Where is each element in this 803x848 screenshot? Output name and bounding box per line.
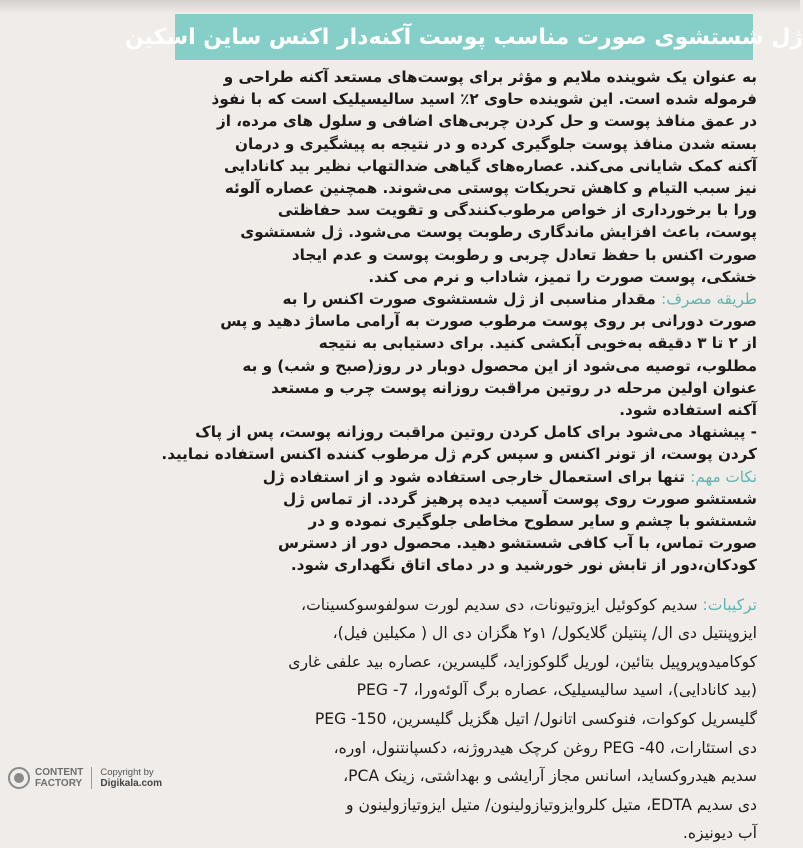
content-factory-wordmark	[35, 767, 83, 789]
section-gap	[163, 577, 757, 591]
ingredients-line: سدیم هیدروکساید، اسانس مجاز آرایشی و بهداشتی، زینک PCA،	[343, 767, 757, 786]
brand-line-2: FACTORY	[35, 778, 83, 789]
usage-line: از ۲ تا ۳ دقیقه به‌خوبی آبکشی کنید. برای دستیابی به نتیجه	[318, 334, 757, 353]
notes-label: نکات مهم:	[690, 467, 757, 486]
description-line: فرموله شده است. این شوینده حاوی ۲٪ اسید سالیسیلیک است که با نفوذ	[211, 90, 757, 109]
description-line: پوست، باعث افزایش ماندگاری رطوبت پوست می‌شود. ژل شستشوی	[240, 223, 757, 242]
usage-line: صورت دورانی بر روی پوست مرطوب صورت به آرامی ماساژ دهید و پس	[220, 312, 757, 331]
usage-line: کردن پوست، از تونر اکنس و سپس کرم ژل مرطوب کننده اکنس استفاده نمایید.	[161, 445, 757, 464]
watermark-footer	[8, 762, 208, 794]
description-line: نیز سبب التیام و کاهش تحریکات پوستی می‌شوند. همچنین عصاره آلوئه	[224, 179, 757, 198]
usage-label: طریقه مصرف:	[661, 290, 757, 309]
description-line: ورا با برخورداری از خواص مرطوب‌کنندگی و تقویت سد حفاظتی	[277, 201, 757, 220]
usage-line	[163, 288, 757, 310]
document-body	[161, 66, 757, 843]
brand-line-1: CONTENT	[35, 767, 84, 778]
copyright-label: Copyright by	[100, 767, 154, 778]
ingredients-line: (بید کانادایی)، اسید سالیسیلیک، عصاره برگ آلوئه‌ورا، PEG -7	[356, 681, 757, 700]
ingredients-label: ترکیبات:	[702, 595, 757, 614]
description-line: در عمق منافذ پوست و حل کردن چربی‌های اضافی و سلول های مرده، از	[216, 112, 757, 131]
top-edge-shadow	[0, 0, 800, 14]
notes-line: صورت تماس، با آب کافی شستشو دهید. محصول دور از دسترس	[277, 534, 757, 553]
copyright-notice	[100, 767, 162, 789]
usage-line: - پیشنهاد می‌شود برای کامل کردن روتین مراقبت روزانه پوست، پس از پاک	[195, 423, 757, 442]
notes-line: شستشو با چشم و سایر سطوح مخاطی جلوگیری نموده و در	[308, 512, 757, 531]
ingredients-line: آب دیونیزه.	[682, 824, 757, 843]
ingredients-line: کوکامیدوپروپیل بتائین، لوریل گلوکوزاید، گلیسرین، عصاره بید علفی غاری	[288, 652, 757, 671]
usage-line: آکنه استفاده شود.	[619, 401, 757, 420]
usage-section	[163, 288, 757, 466]
ingredients-line	[163, 591, 757, 620]
page-title: ژل شستشوی صورت مناسب پوست آکنه‌دار اکنس ساین اسکین	[124, 24, 803, 50]
description-line: صورت اکنس با حفظ تعادل چربی و رطوبت پوست و عدم ایجاد	[291, 245, 757, 264]
notes-line: شستشو صورت روی پوست آسیب دیده پرهیز گردد. از تماس ژل	[282, 489, 757, 508]
description-line: خشکی، پوست صورت را تمیز، شاداب و نرم می کند.	[368, 267, 757, 286]
content-factory-logo-icon	[8, 767, 30, 789]
title-banner	[124, 14, 803, 60]
usage-text: مقدار مناسبی از ژل شستشوی صورت اکنس را به	[282, 290, 656, 309]
ingredients-text: سدیم کوکوئیل ایزوتیونات، دی سدیم لورت سولفوسوکسینات،	[301, 595, 698, 614]
notes-line: کودکان،دور از تابش نور خورشید و در دمای اتاق نگهداری شود.	[290, 556, 757, 575]
description-line: آکنه کمک شایانی می‌کند. عصاره‌های گیاهی ضدالتهاب نظیر بید کانادایی	[224, 156, 757, 175]
notes-text: تنها برای استعمال خارجی استفاده شود و از استفاده ژل	[262, 467, 685, 486]
ingredients-line: دی سدیم EDTA، متیل کلروایزوتیازولینون/ متیل ایزوتیازولینون و	[345, 795, 757, 814]
description-line: بسته شدن منافذ پوست جلوگیری کرده و در نتیجه به پیشگیری و درمان	[234, 134, 757, 153]
notes-line	[163, 466, 757, 488]
footer-divider	[91, 767, 92, 789]
description-section	[163, 66, 757, 288]
ingredients-line: دی استئارات، PEG -40 روغن کرچک هیدروژنه، دکسپانتنول، اوره،	[333, 738, 757, 757]
ingredients-line: گلیسریل کوکوات، فنوکسی اتانول/ اتیل هگزیل گلیسرین، PEG -150	[314, 710, 757, 729]
ingredients-section	[163, 591, 757, 848]
description-line: به عنوان یک شوینده ملایم و مؤثر برای پوست‌های مستعد آکنه طراحی و	[223, 68, 757, 86]
notes-section	[163, 466, 757, 577]
usage-line: مطلوب، توصیه می‌شود از این محصول دوبار در روز(صبح و شب) و به	[242, 356, 757, 375]
usage-line: عنوان اولین مرحله در روتین مراقبت روزانه پوست چرب و مستعد	[271, 378, 757, 397]
ingredients-line: ایزوپنتیل دی ال/ پنتیلن گلایکول/ ۱و۲ هگزان دی ال ( مکیلین فیل)،	[332, 624, 757, 643]
copyright-site: Digikala.com	[100, 778, 163, 789]
